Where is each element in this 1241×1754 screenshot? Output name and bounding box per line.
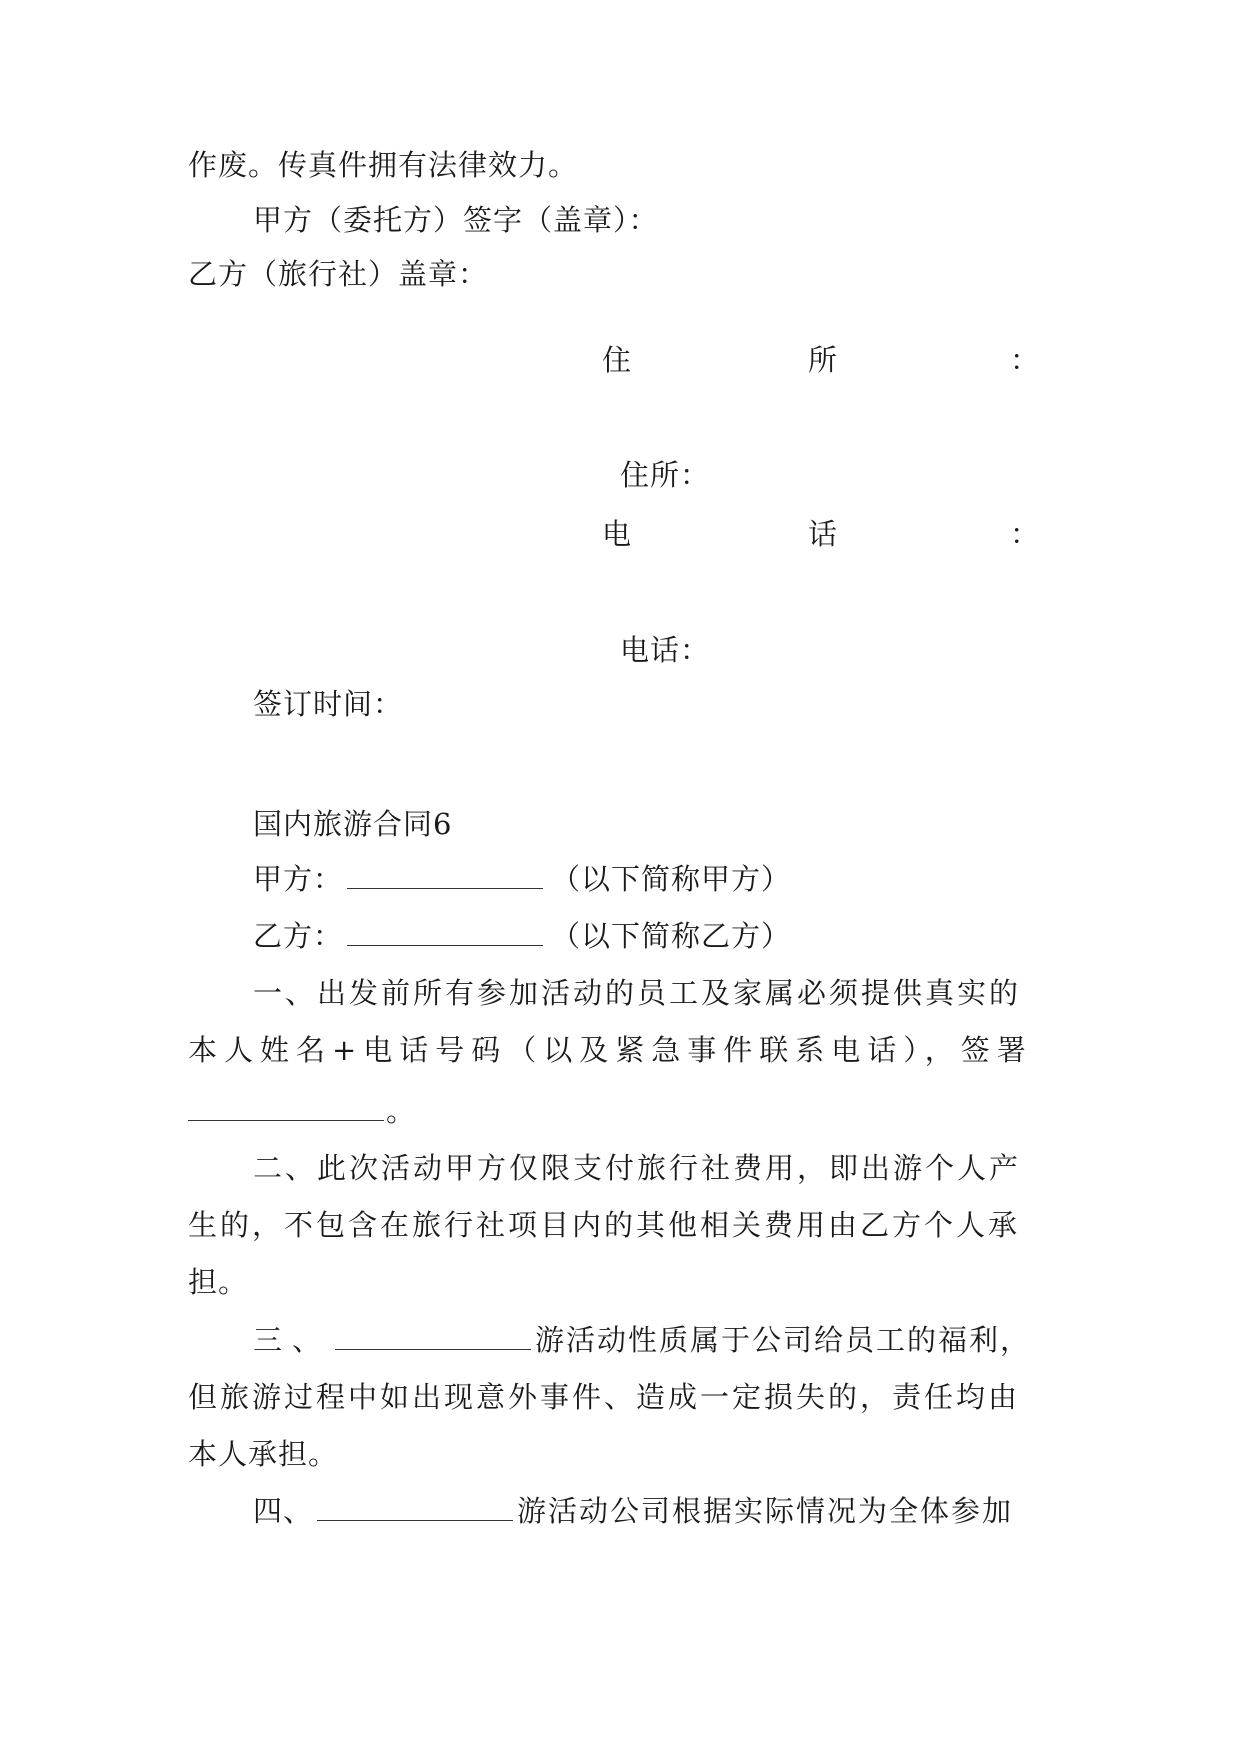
clause-3-line: 本人承担。: [188, 1437, 339, 1471]
contract-title: 国内旅游合同6: [253, 807, 453, 841]
clause-4-text: 游活动公司根据实际情况为全体参加: [517, 1494, 1014, 1528]
clause-1-signature-line: [188, 1091, 416, 1131]
clause-4-number: 四、: [253, 1494, 314, 1528]
phone-label-char: 电: [602, 517, 633, 551]
address-label: 住所：: [620, 458, 711, 492]
party-b-note: （以下简称乙方）: [551, 919, 792, 953]
phone-label: 电话：: [620, 633, 711, 667]
party-b-blank: [347, 923, 543, 946]
party-a-label: 甲方：: [253, 862, 344, 896]
clause-1-line: 一、出发前所有参加活动的员工及家属必须提供真实的: [253, 976, 1022, 1010]
party-b-line: [253, 916, 791, 956]
clause-2-line: 担。: [188, 1265, 249, 1299]
party-b-label: 乙方：: [253, 919, 344, 953]
clause-4-line: [253, 1491, 1013, 1531]
clause-3-line: [253, 1320, 1031, 1360]
clause-3-text: 游活动性质属于公司给员工的福利，: [535, 1323, 1032, 1357]
phone-label-colon: ：: [1010, 517, 1041, 551]
phone-label-char: 话: [808, 517, 839, 551]
clause-2-line: 二、此次活动甲方仅限支付旅行社费用，即出游个人产: [253, 1151, 1022, 1185]
address-label-char: 所: [808, 343, 839, 377]
signature-blank: [188, 1098, 384, 1121]
party-a-blank: [347, 866, 543, 889]
clause-3-line: 但旅游过程中如出现意外事件、造成一定损失的，责任均由: [188, 1380, 1021, 1414]
paragraph-line: 作废。传真件拥有法律效力。: [188, 148, 579, 182]
clause-3-number: 三、: [253, 1323, 332, 1357]
party-a-note: （以下简称甲方）: [551, 862, 792, 896]
clause-2-line: 生的，不包含在旅行社项目内的其他相关费用由乙方个人承: [188, 1208, 1021, 1242]
clause-3-blank: [335, 1327, 531, 1350]
party-b-seal-label: 乙方（旅行社）盖章：: [188, 257, 489, 291]
period-mark: 。: [386, 1094, 417, 1128]
party-a-signature-label: 甲方（委托方）签字（盖章）：: [253, 203, 659, 237]
signing-date-label: 签订时间：: [253, 687, 404, 721]
address-label-colon: ：: [1010, 343, 1041, 377]
clause-1-line: 本人姓名+电话号码（以及紧急事件联系电话），签署: [188, 1033, 1033, 1067]
address-label-char: 住: [602, 343, 633, 377]
party-a-line: [253, 859, 791, 899]
clause-4-blank: [317, 1498, 513, 1521]
